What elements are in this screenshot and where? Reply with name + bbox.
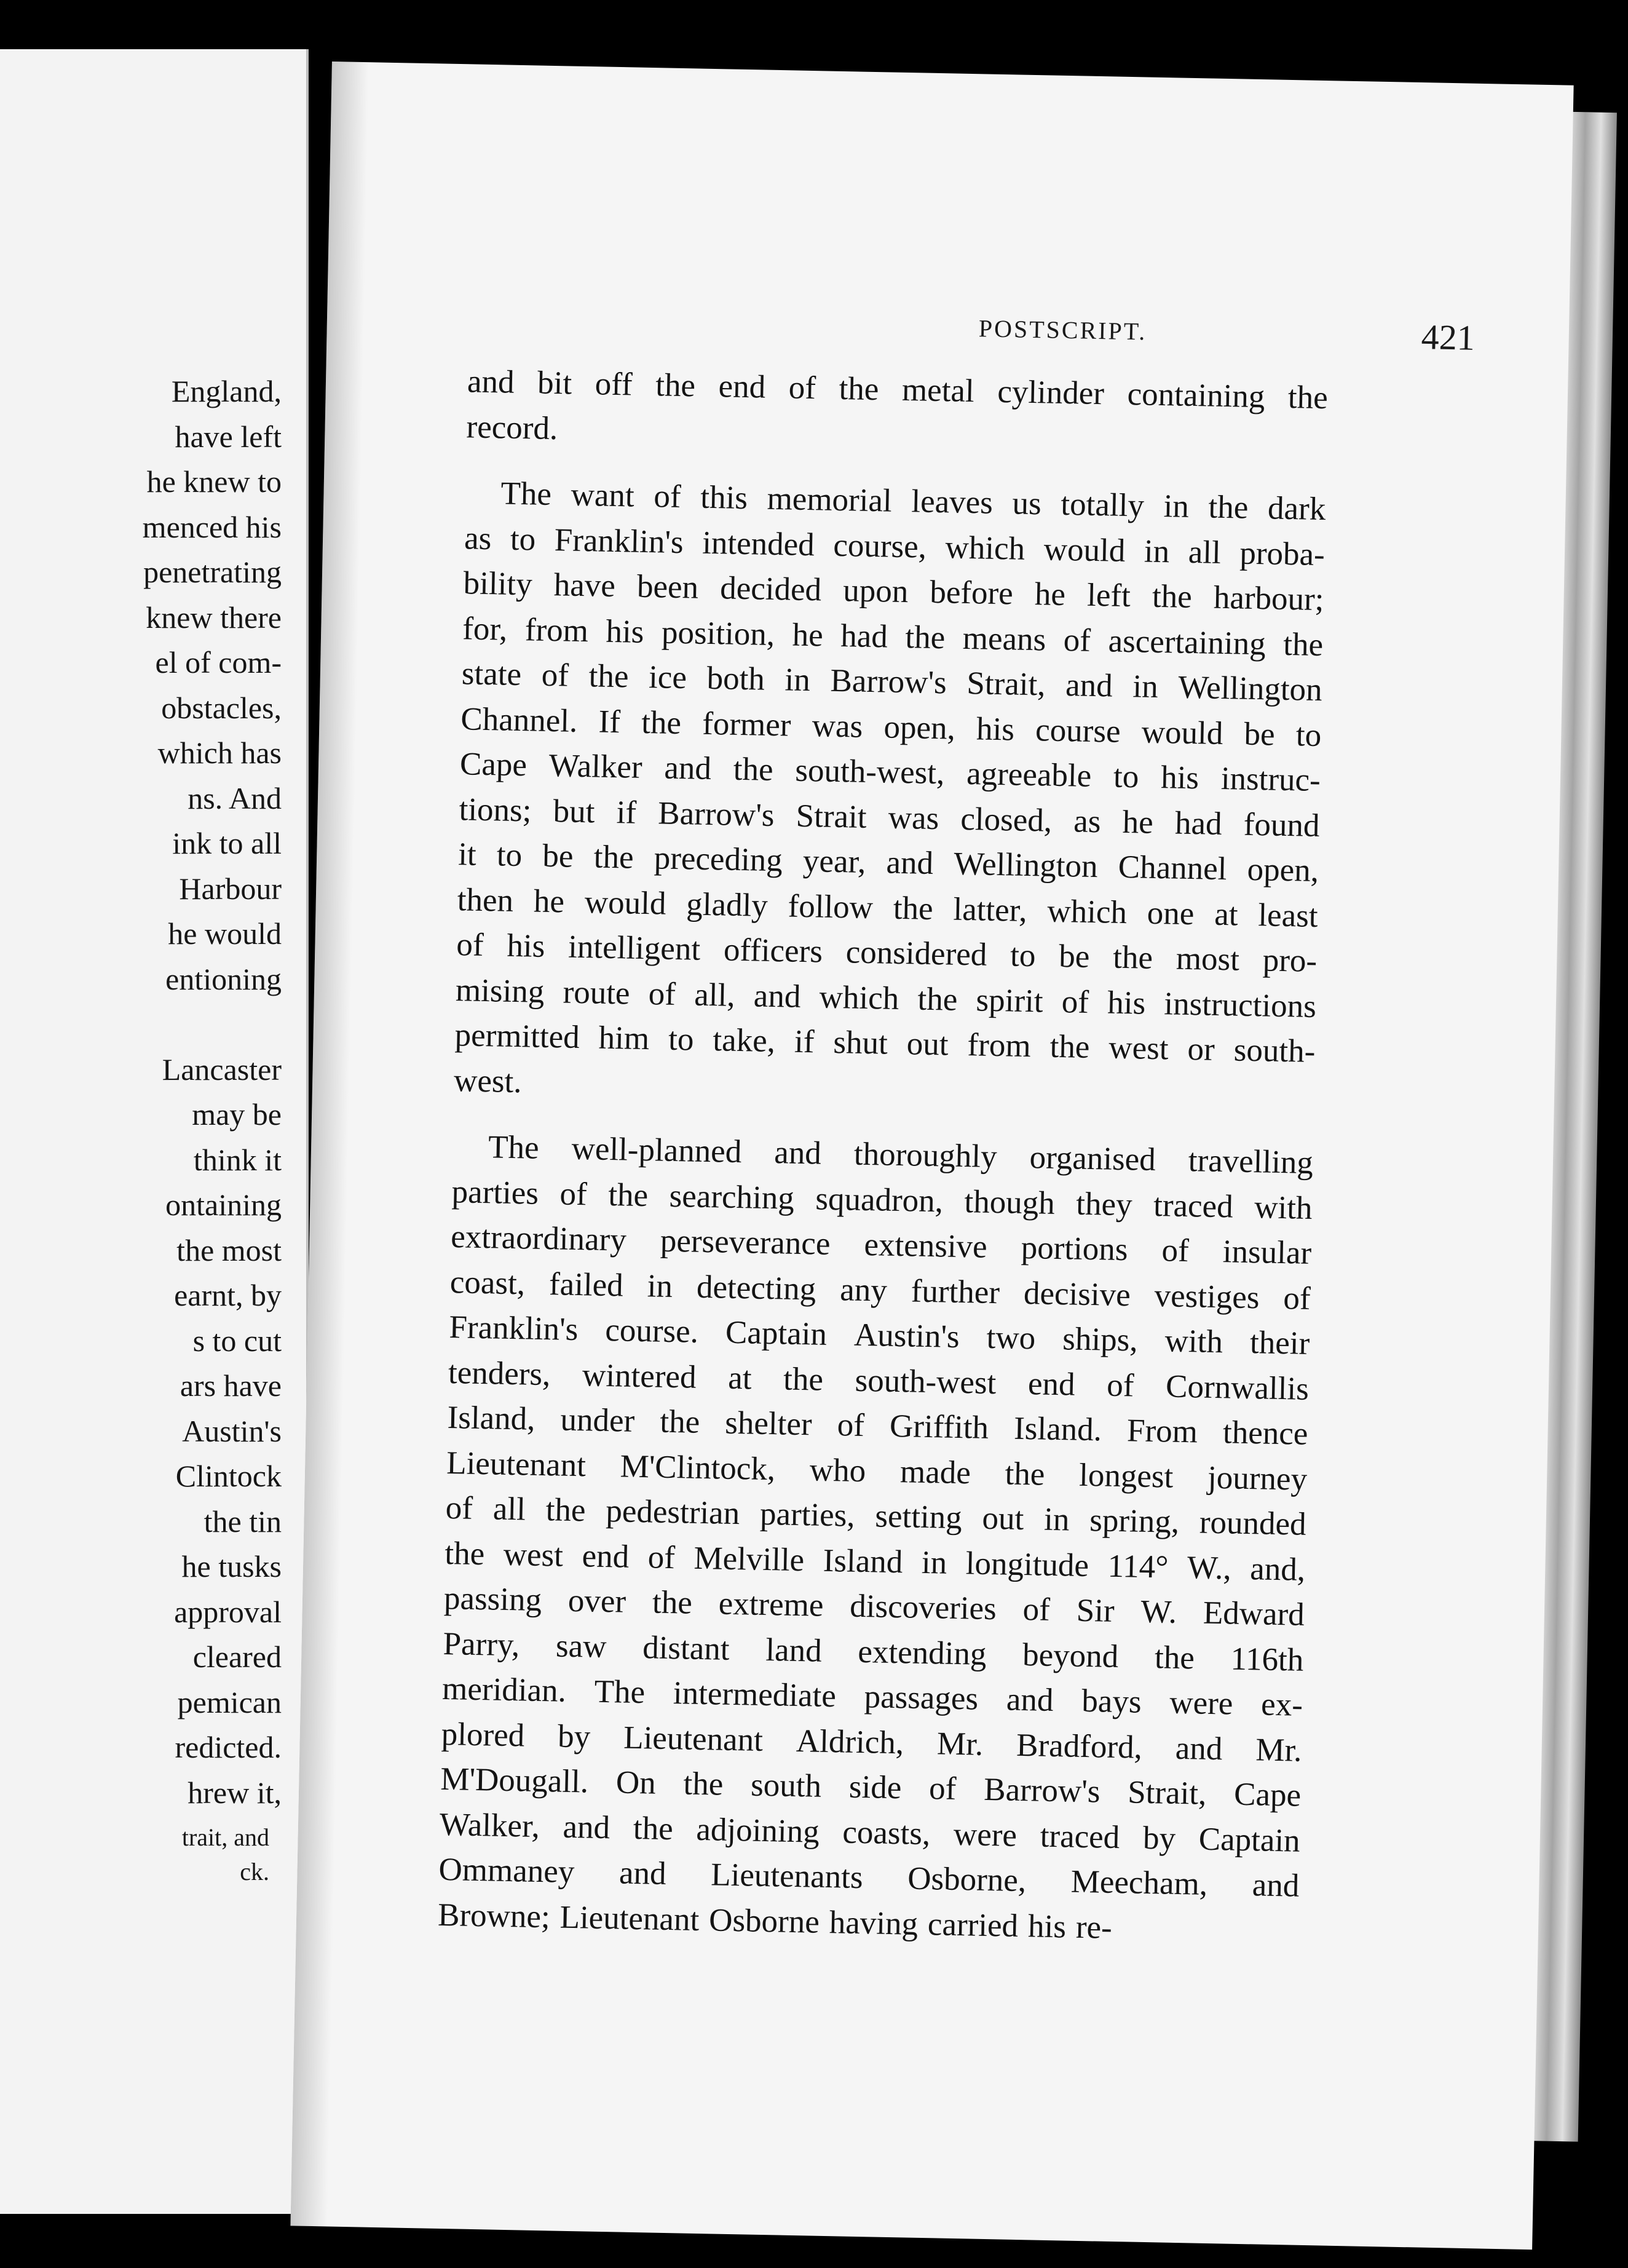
text-line: parties of the searching squadron, though they traced with bbox=[451, 1173, 1313, 1226]
paragraph bbox=[454, 470, 1326, 1120]
text-line: Parry, saw distant land extending beyond the 116th bbox=[443, 1625, 1304, 1678]
text-line: Franklin's course. Captain Austin's two ships, with their bbox=[448, 1309, 1310, 1362]
left-text-line: Lancaster bbox=[162, 1052, 282, 1087]
text-line: plored by Lieutenant Aldrich, Mr. Bradford, and Mr. bbox=[441, 1716, 1303, 1769]
running-head: POSTSCRIPT. bbox=[978, 314, 1147, 346]
left-text-line: earnt, by bbox=[174, 1278, 282, 1312]
left-text-line: he knew to bbox=[146, 464, 282, 499]
left-text-line: have left bbox=[175, 419, 282, 454]
text-line: M'Dougall. On the south side of Barrow's Strait, Cape bbox=[440, 1761, 1302, 1814]
text-line: Channel. If the former was open, his course would be to bbox=[460, 700, 1322, 753]
left-page-footnote bbox=[182, 1820, 269, 1889]
text-line: Ommaney and Lieutenants Osborne, Meecham, and bbox=[438, 1851, 1300, 1904]
left-text-line: he tusks bbox=[181, 1549, 282, 1584]
text-line: coast, failed in detecting any further decisive vestiges of bbox=[449, 1264, 1311, 1317]
text-line: it to be the preceding year, and Wellington Channel open, bbox=[457, 836, 1319, 889]
text-line: of his intelligent officers considered to be the most pro- bbox=[456, 927, 1318, 980]
text-line: Walker, and the adjoining coasts, were traced by Captain bbox=[439, 1806, 1301, 1859]
left-text-line: think it bbox=[193, 1142, 282, 1177]
left-text-line: Harbour bbox=[179, 871, 282, 906]
left-text-line bbox=[143, 1002, 282, 1047]
left-text-line: redicted. bbox=[175, 1730, 282, 1764]
left-text-line: ars have bbox=[180, 1368, 282, 1403]
text-line: mising route of all, and which the spirit of his instructions bbox=[455, 972, 1317, 1025]
left-text-line: which has bbox=[157, 736, 282, 770]
text-line: meridian. The intermediate passages and bays were ex- bbox=[441, 1670, 1303, 1723]
left-text-line: the most bbox=[176, 1232, 282, 1267]
left-text-line: s to cut bbox=[192, 1323, 282, 1358]
text-line: and bit off the end of the metal cylinder containing the bbox=[467, 363, 1329, 416]
left-text-line: Clintock bbox=[175, 1459, 282, 1493]
text-line: passing over the extreme discoveries of Sir W. Edward bbox=[443, 1580, 1305, 1633]
text-line: Lieutenant M'Clintock, who made the longest journey bbox=[446, 1445, 1308, 1497]
left-footnote-line: ck. bbox=[240, 1858, 269, 1885]
left-text-line: cleared bbox=[192, 1640, 282, 1674]
left-text-line: ns. And bbox=[188, 780, 282, 815]
left-text-line: Austin's bbox=[182, 1413, 282, 1448]
left-text-line: menced his bbox=[142, 509, 282, 544]
text-line: The want of this memorial leaves us totally in the dark bbox=[500, 475, 1326, 528]
text-line: Island, under the shelter of Griffith Island. From thence bbox=[447, 1400, 1308, 1452]
left-text-line: obstacles, bbox=[161, 690, 282, 725]
text-line: bility have been decided upon before he left the harbour; bbox=[463, 565, 1325, 618]
left-text-line: approval bbox=[174, 1594, 282, 1629]
text-line: west. bbox=[453, 1062, 523, 1100]
left-text-line: may be bbox=[192, 1097, 282, 1132]
left-page-text bbox=[143, 369, 282, 1815]
text-line: Browne; Lieutenant Osborne having carried his re- bbox=[437, 1897, 1113, 1946]
text-line: then he would gladly follow the latter, which one at least bbox=[457, 881, 1319, 934]
text-line: of all the pedestrian parties, setting out in spring, rounded bbox=[445, 1489, 1307, 1542]
text-line: The well-planned and thoroughly organised travelling bbox=[488, 1129, 1314, 1181]
left-text-line: England, bbox=[171, 374, 282, 408]
left-footnote-line: trait, and bbox=[181, 1823, 269, 1851]
left-text-line: penetrating bbox=[143, 555, 282, 589]
text-line: tions; but if Barrow's Strait was closed, as he had found bbox=[459, 791, 1320, 844]
right-page bbox=[290, 61, 1573, 2250]
text-line: as to Franklin's intended course, which would in all proba- bbox=[464, 520, 1326, 573]
text-line: tenders, wintered at the south-west end of Cornwallis bbox=[448, 1354, 1310, 1407]
body-text bbox=[437, 359, 1329, 1975]
paragraph bbox=[466, 359, 1329, 466]
left-text-line: he would bbox=[168, 916, 282, 951]
left-text-line: entioning bbox=[165, 961, 282, 996]
left-text-line: ink to all bbox=[172, 826, 282, 860]
left-text-line: knew there bbox=[146, 600, 282, 635]
text-line: the west end of Melville Island in longitude 114° W., and, bbox=[444, 1535, 1306, 1588]
paragraph bbox=[437, 1124, 1313, 1954]
text-line: Cape Walker and the south-west, agreeable to his instruc- bbox=[459, 746, 1321, 799]
page-number: 421 bbox=[1421, 317, 1476, 358]
text-line: record. bbox=[466, 408, 558, 446]
left-page bbox=[0, 49, 309, 2214]
text-line: for, from his position, he had the means of ascertaining the bbox=[462, 610, 1324, 663]
text-line: state of the ice both in Barrow's Strait, and in Wellington bbox=[461, 656, 1323, 708]
left-text-line: the tin bbox=[204, 1504, 282, 1539]
left-text-line: ontaining bbox=[165, 1188, 282, 1222]
left-text-line: pemican bbox=[177, 1684, 282, 1719]
left-text-line: el of com- bbox=[155, 645, 282, 680]
left-text-line: hrew it, bbox=[188, 1775, 282, 1810]
text-line: permitted him to take, if shut out from the west or south- bbox=[454, 1017, 1316, 1069]
text-line: extraordinary perseverance extensive portions of insular bbox=[450, 1219, 1312, 1271]
